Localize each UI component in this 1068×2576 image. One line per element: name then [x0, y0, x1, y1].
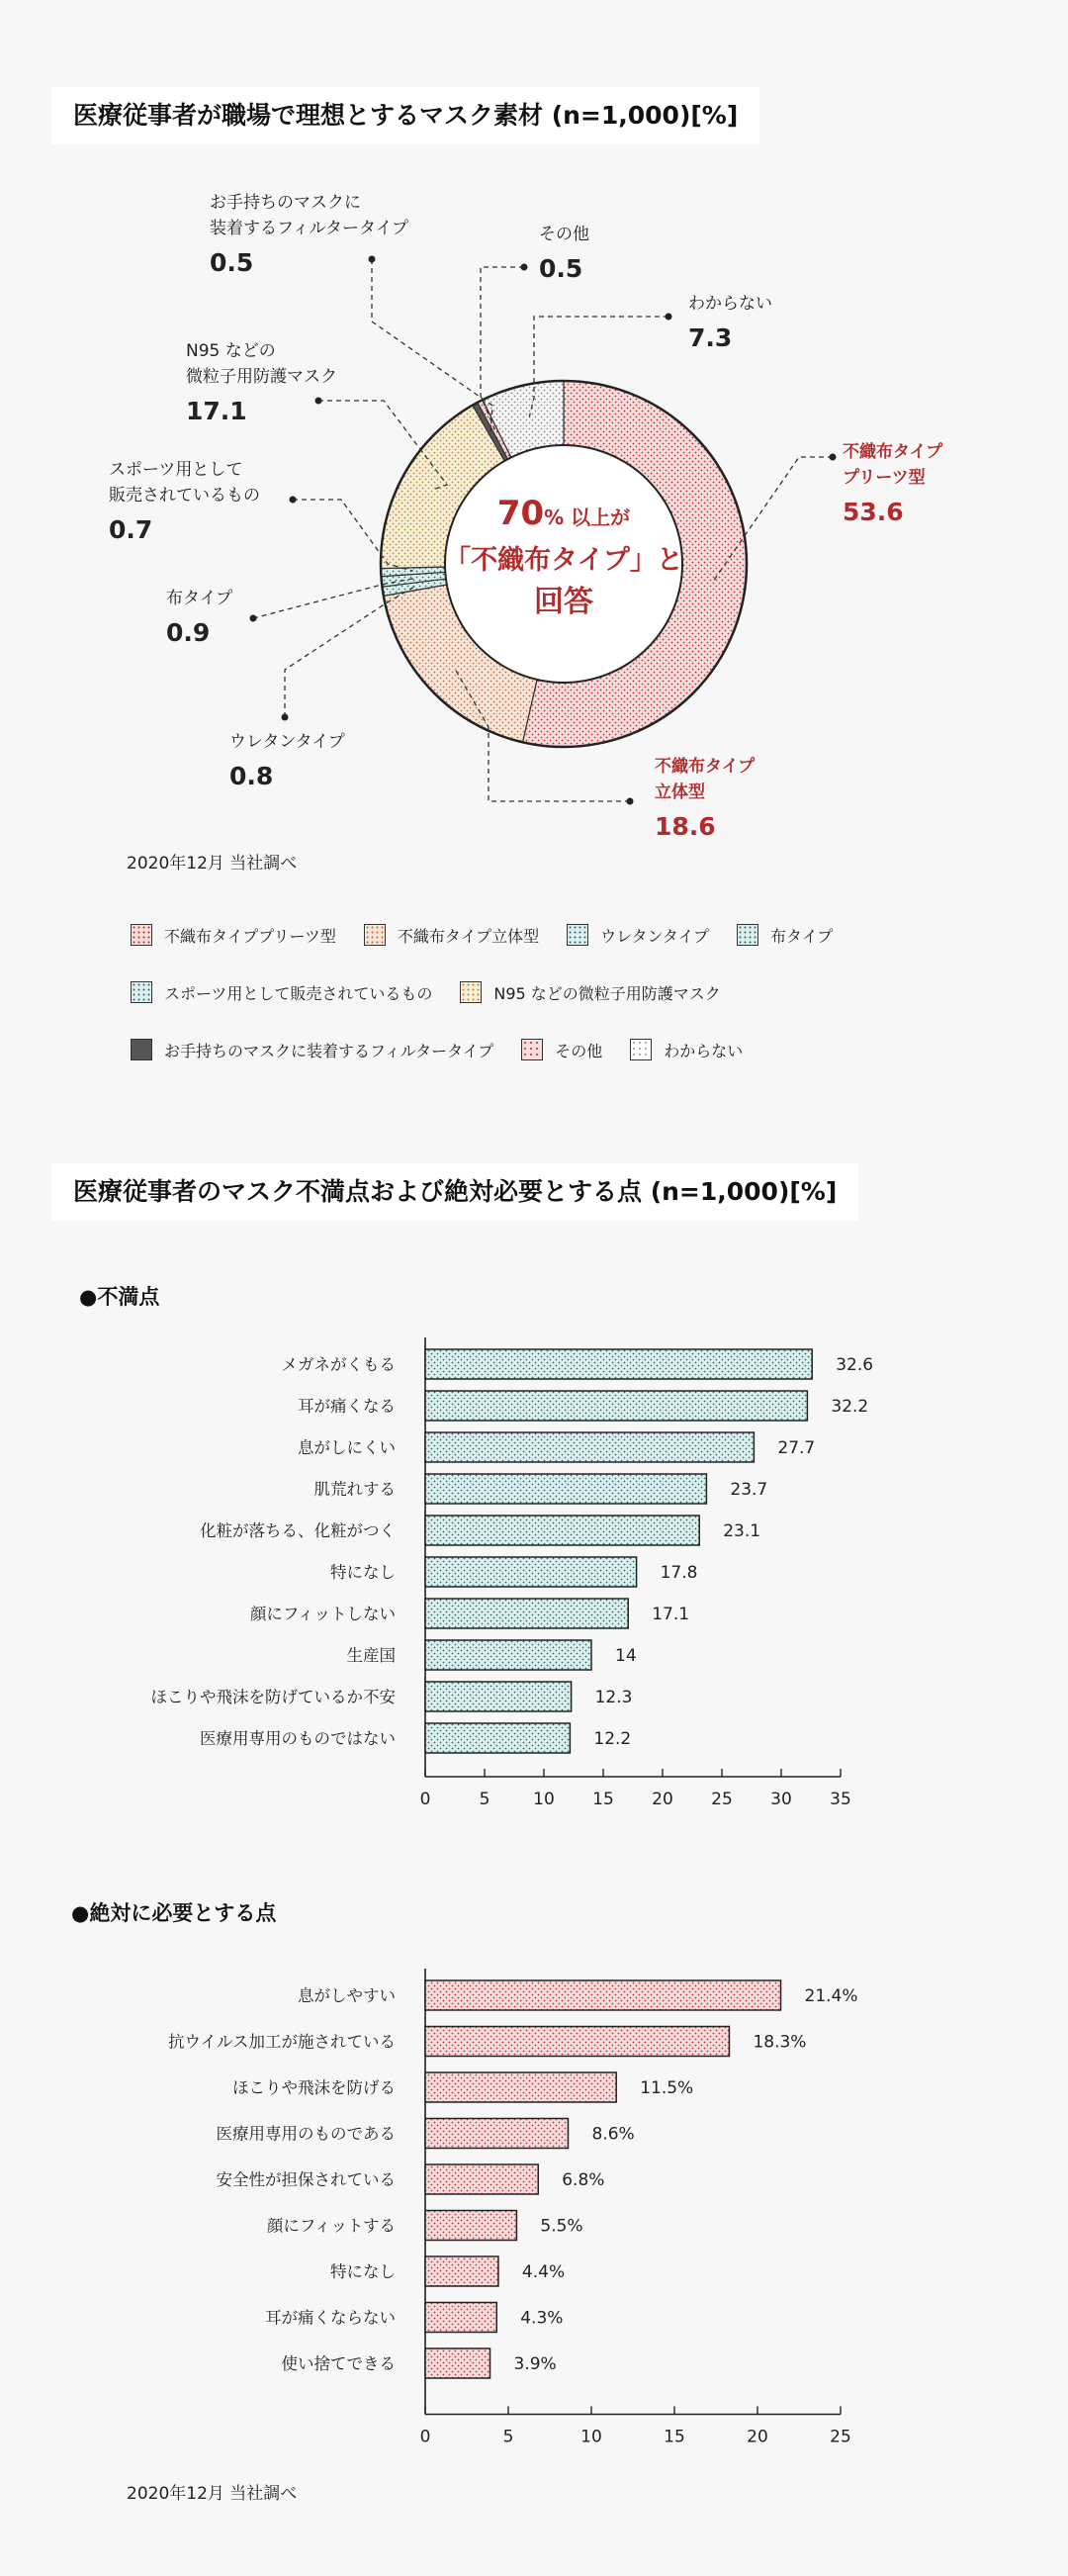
legend-row	[131, 964, 1021, 1021]
x-tick-label: 10	[580, 2427, 602, 2447]
essential-bar-chart	[0, 1949, 1068, 2447]
legend-item	[131, 1039, 493, 1061]
x-tick-label: 35	[830, 1790, 851, 1809]
x-tick-label: 20	[652, 1790, 673, 1809]
bar	[425, 1723, 570, 1753]
leader-dot-7	[369, 256, 376, 263]
category-label: 肌荒れする	[313, 1480, 396, 1499]
value-label: 23.7	[730, 1480, 768, 1500]
bar	[425, 1391, 807, 1421]
bar	[425, 2027, 729, 2057]
value-label: 5.5%	[540, 2216, 583, 2237]
callout-label-3: ウレタンタイプ	[229, 732, 345, 752]
bar	[425, 1349, 812, 1379]
legend-item	[630, 1039, 743, 1061]
leader-dot-1	[830, 454, 837, 461]
callout-value-1: 53.6	[843, 498, 904, 526]
x-tick-label: 25	[830, 2427, 851, 2447]
category-label: 化粧が落ちる、化粧がつく	[200, 1521, 396, 1540]
legend-swatch	[521, 1039, 543, 1060]
callout-value-3: 0.8	[229, 762, 274, 790]
callout-label-1: 不織布タイプ	[843, 442, 943, 462]
donut-legend	[131, 906, 1021, 1078]
category-label: ほこりや飛沫を防げているか不安	[150, 1688, 396, 1706]
legend-item	[521, 1039, 602, 1061]
essential-label: ●絶対に必要とする点	[71, 1901, 277, 1925]
center-line-2: 「不織布タイプ」と	[444, 545, 683, 576]
callout-value-2: 18.6	[655, 812, 716, 841]
bar	[425, 1682, 572, 1711]
x-tick-label: 25	[711, 1790, 733, 1809]
callout-value-9: 7.3	[688, 323, 733, 352]
leader-dot-8	[521, 264, 528, 271]
legend-swatch	[630, 1039, 652, 1060]
x-tick-label: 15	[592, 1790, 614, 1809]
bar	[425, 1516, 699, 1545]
legend-swatch	[364, 924, 386, 946]
center-line-1: 70% 以上が	[496, 494, 631, 533]
bar	[425, 1432, 754, 1462]
value-label: 14	[615, 1646, 637, 1666]
x-tick-label: 0	[419, 1790, 431, 1809]
legend-item	[364, 924, 539, 947]
legend-swatch	[567, 924, 588, 946]
value-label: 18.3%	[753, 2032, 807, 2053]
value-label: 8.6%	[591, 2124, 635, 2145]
leader-dot-5	[290, 497, 297, 504]
legend-item	[737, 924, 833, 947]
value-label: 17.1	[652, 1605, 690, 1624]
value-label: 4.4%	[521, 2262, 566, 2282]
x-tick-label: 0	[419, 2427, 431, 2447]
legend-label: 不織布タイププリーツ型	[164, 926, 336, 946]
category-label: 耳が痛くならない	[265, 2308, 396, 2328]
value-label: 12.3	[594, 1688, 633, 1707]
category-label: 息がしやすい	[298, 1986, 396, 2005]
callout-label-2: 立体型	[655, 782, 705, 802]
legend-label: スポーツ用として販売されているもの	[164, 983, 433, 1003]
category-label: 息がしにくい	[298, 1438, 396, 1457]
category-label: 特になし	[330, 1563, 396, 1582]
bar	[425, 1599, 628, 1628]
legend-label: その他	[555, 1041, 603, 1060]
callout-value-7: 0.5	[210, 248, 254, 277]
value-label: 32.6	[836, 1355, 874, 1375]
value-label: 23.1	[723, 1521, 761, 1541]
value-label: 4.3%	[520, 2308, 564, 2329]
value-label: 32.2	[831, 1397, 869, 1417]
category-label: メガネがくもる	[281, 1355, 396, 1374]
category-label: 安全性が担保されている	[216, 2170, 396, 2189]
category-label: 顔にフィットしない	[249, 1605, 396, 1623]
dissatisfaction-label: ●不満点	[79, 1285, 160, 1309]
value-label: 21.4%	[804, 1986, 858, 2006]
bar	[425, 2164, 538, 2194]
section1-title: 医療従事者が職場で理想とするマスク素材 (n=1,000)[%]	[51, 87, 759, 144]
x-tick-label: 30	[770, 1790, 792, 1809]
leader-dot-3	[282, 714, 289, 721]
callout-label-2: 不織布タイプ	[655, 757, 756, 777]
callout-label-7: お手持ちのマスクに	[210, 193, 361, 213]
value-label: 17.8	[660, 1563, 698, 1583]
callout-value-4: 0.9	[166, 618, 211, 647]
leader-dot-4	[250, 615, 257, 622]
value-label: 12.2	[593, 1729, 632, 1749]
x-tick-label: 5	[479, 1790, 490, 1809]
legend-item	[131, 981, 432, 1004]
legend-label: N95 などの微粒子用防護マスク	[493, 983, 721, 1003]
bar	[425, 1640, 591, 1670]
callout-value-8: 0.5	[539, 254, 583, 283]
value-label: 11.5%	[640, 2078, 694, 2098]
legend-swatch	[460, 981, 482, 1003]
callout-label-6: N95 などの	[186, 341, 276, 361]
callout-label-6: 微粒子用防護マスク	[186, 367, 337, 387]
dissatisfaction-bar-chart	[0, 1326, 1068, 1820]
bar	[425, 2211, 516, 2241]
center-line-3: 回答	[534, 585, 593, 619]
source-note-1: 2020年12月 当社調べ	[127, 854, 298, 874]
legend-label: わからない	[664, 1041, 744, 1060]
category-label: 耳が痛くなる	[298, 1397, 396, 1416]
legend-label: お手持ちのマスクに装着するフィルタータイプ	[164, 1041, 494, 1060]
legend-swatch	[737, 924, 758, 946]
bar	[425, 2348, 490, 2378]
bar	[425, 2256, 498, 2286]
bar	[425, 1557, 637, 1587]
callout-label-5: スポーツ用として	[109, 460, 243, 480]
legend-row	[131, 1021, 1021, 1078]
category-label: ほこりや飛沫を防げる	[232, 2078, 396, 2097]
section2-title: 医療従事者のマスク不満点および絶対必要とする点 (n=1,000)[%]	[51, 1163, 858, 1221]
value-label: 27.7	[777, 1438, 816, 1458]
value-label: 6.8%	[562, 2170, 605, 2190]
x-tick-label: 5	[502, 2427, 514, 2447]
leader-dot-2	[627, 798, 634, 805]
bar	[425, 1474, 706, 1504]
legend-swatch	[131, 1039, 152, 1060]
legend-label: 不織布タイプ立体型	[397, 926, 540, 946]
value-label: 3.9%	[513, 2354, 557, 2374]
category-label: 生産国	[346, 1646, 396, 1665]
callout-label-8: その他	[539, 225, 589, 244]
legend-label: 布タイプ	[770, 926, 834, 946]
category-label: 医療用専用のものである	[216, 2124, 396, 2144]
legend-item	[131, 924, 336, 947]
callout-label-5: 販売されているもの	[109, 486, 260, 506]
legend-row	[131, 906, 1021, 964]
x-tick-label: 20	[747, 2427, 768, 2447]
category-label: 抗ウイルス加工が施されている	[167, 2032, 396, 2052]
x-tick-label: 15	[664, 2427, 685, 2447]
leader-dot-6	[315, 398, 322, 405]
callout-value-5: 0.7	[109, 515, 153, 544]
legend-swatch	[131, 981, 152, 1003]
legend-label: ウレタンタイプ	[600, 926, 710, 946]
source-note-2: 2020年12月 当社調べ	[127, 2484, 298, 2504]
callout-label-9: わからない	[688, 294, 772, 314]
bar	[425, 2119, 568, 2149]
category-label: 特になし	[330, 2262, 396, 2281]
callout-label-4: 布タイプ	[166, 589, 233, 608]
callout-label-1: プリーツ型	[843, 468, 926, 488]
legend-swatch	[131, 924, 152, 946]
leader-dot-9	[666, 314, 672, 321]
bar	[425, 2072, 616, 2102]
callout-value-6: 17.1	[186, 397, 247, 425]
callout-label-7: 装着するフィルタータイプ	[210, 219, 409, 238]
legend-item	[460, 981, 720, 1004]
category-label: 顔にフィットする	[266, 2216, 396, 2236]
legend-item	[567, 924, 709, 947]
bar	[425, 1980, 781, 2010]
bar	[425, 2303, 496, 2333]
category-label: 医療用専用のものではない	[200, 1729, 396, 1748]
category-label: 使い捨てできる	[281, 2354, 396, 2373]
x-tick-label: 10	[533, 1790, 555, 1809]
